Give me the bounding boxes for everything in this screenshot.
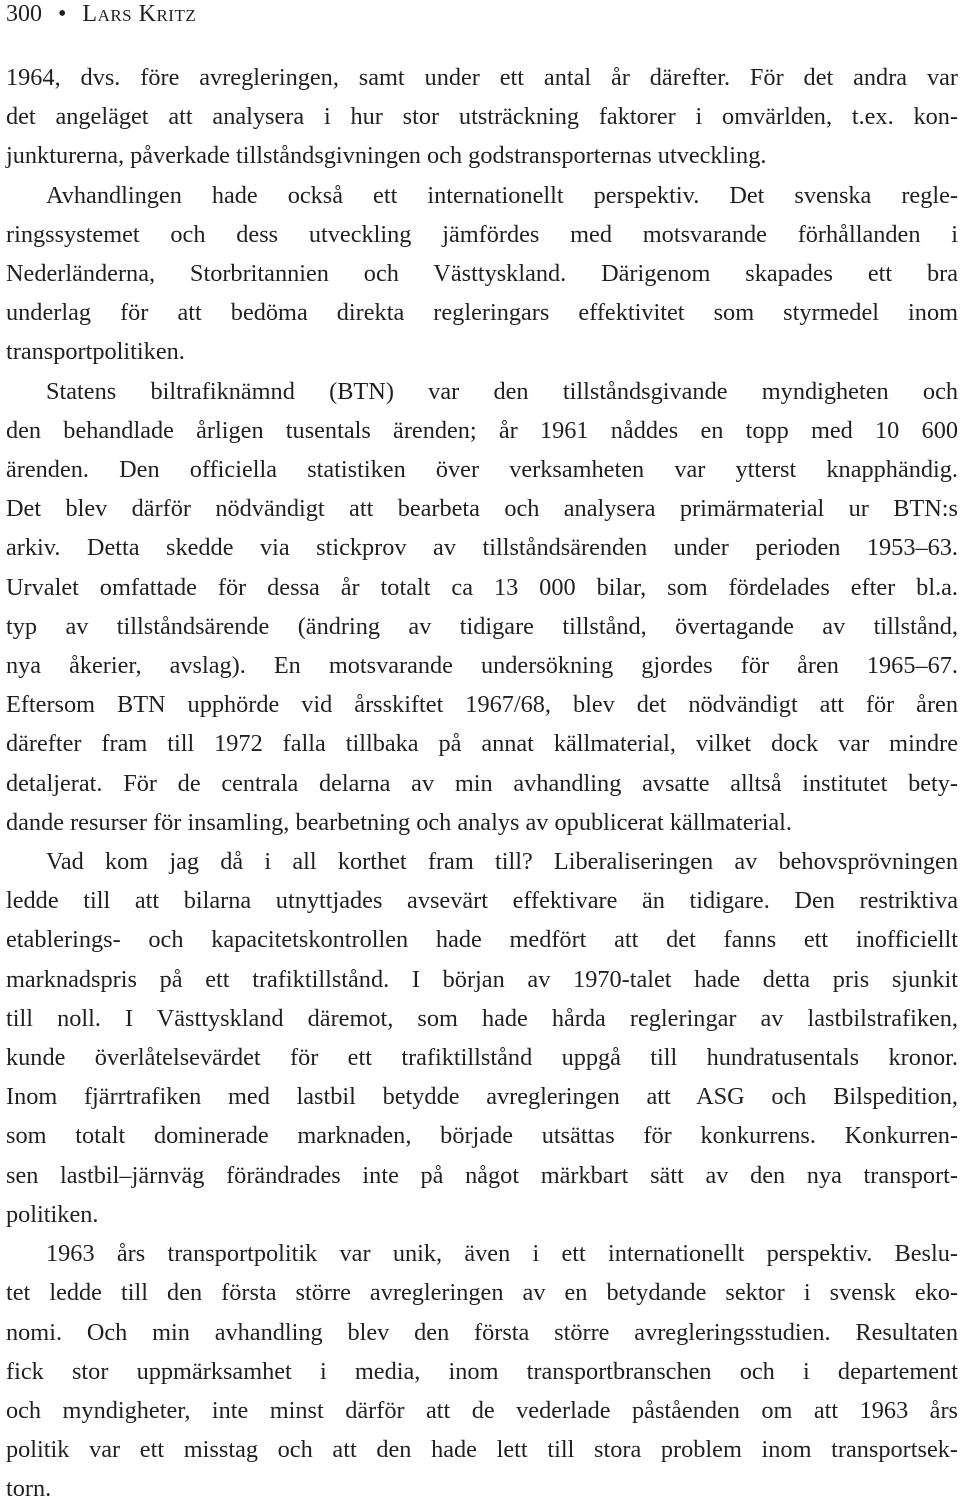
text-line: ringssystemet och dess utveckling jämfördes med motsvarande förhållanden i	[6, 220, 958, 248]
text-line: underlag för att bedöma direkta regleringars effektivitet som styrmedel inom	[6, 299, 958, 327]
running-head	[6, 0, 196, 28]
text-line: nya åkerier, avslag). En motsvarande undersökning gjordes för åren 1965–67.	[6, 652, 958, 680]
paragraph	[6, 372, 958, 842]
text-line: Statens biltrafiknämnd (BTN) var den tillståndsgivande myndigheten och	[46, 377, 958, 405]
paragraph	[6, 58, 958, 176]
text-line: till noll. I Västtyskland däremot, som hade hårda regleringar av lastbilstrafiken,	[6, 1004, 958, 1032]
text-line: sen lastbil–järnväg förändrades inte på något märkbart sätt av den nya transport-	[6, 1161, 958, 1189]
text-line: ärenden. Den officiella statistiken över verksamheten var ytterst knapphändig.	[6, 456, 958, 484]
text-line: och myndigheter, inte minst därför att de vederlade påståenden om att 1963 års	[6, 1396, 958, 1424]
text-line: detaljerat. För de centrala delarna av min avhandling avsatte alltså institutet bety-	[6, 769, 958, 797]
text-line: typ av tillståndsärende (ändring av tidigare tillstånd, övertagande av tillstånd,	[6, 612, 958, 640]
text-line: 1964, dvs. före avregleringen, samt under ett antal år därefter. För det andra var	[6, 64, 958, 91]
paragraph	[6, 176, 958, 372]
body-text	[6, 58, 958, 1509]
text-line: marknadspris på ett trafiktillstånd. I början av 1970-talet hade detta pris sjunkit	[6, 965, 958, 993]
text-line: tet ledde till den första större avregleringen av en betydande sektor i svensk eko-	[6, 1279, 958, 1307]
text-line: Avhandlingen hade också ett internationellt perspektiv. Det svenska regle-	[46, 181, 958, 209]
text-line: transportpolitiken.	[6, 338, 185, 366]
text-line: Det blev därför nödvändigt att bearbeta och analysera primärmaterial ur BTN:s	[6, 495, 958, 523]
text-line: torn.	[6, 1475, 52, 1503]
text-line: fick stor uppmärksamhet i media, inom transportbranschen och i departement	[6, 1357, 958, 1385]
text-line: arkiv. Detta skedde via stickprov av tillståndsärenden under perioden 1953–63.	[6, 534, 958, 562]
text-line: nomi. Och min avhandling blev den första större avregleringsstudien. Resultaten	[6, 1318, 958, 1346]
text-line: Nederländerna, Storbritannien och Västtyskland. Därigenom skapades ett bra	[6, 260, 958, 288]
text-line: 1963 års transportpolitik var unik, även i ett internationellt perspektiv. Beslu-	[46, 1240, 958, 1268]
text-line: ledde till att bilarna utnyttjades avsevärt effektivare än tidigare. Den restriktiva	[6, 887, 958, 915]
text-line: den behandlade årligen tusentals ärenden; år 1961 nåddes en topp med 10 600	[6, 416, 958, 444]
text-line: som totalt dominerade marknaden, började utsättas för konkurrens. Konkurren-	[6, 1122, 958, 1150]
text-line: politik var ett misstag och att den hade lett till stora problem inom transportsek-	[6, 1436, 958, 1464]
text-line: Inom fjärrtrafiken med lastbil betydde avregleringen att ASG och Bilspedition,	[6, 1083, 958, 1111]
text-line: etablerings- och kapacitetskontrollen hade medfört att det fanns ett inofficiellt	[6, 926, 958, 954]
text-line: Urvalet omfattade för dessa år totalt ca 13 000 bilar, som fördelades efter bl.a.	[6, 573, 958, 601]
header-separator: •	[58, 1, 67, 27]
text-line: politiken.	[6, 1200, 99, 1228]
text-line: junkturerna, påverkade tillståndsgivningen och godstransporternas utveckling.	[6, 142, 767, 170]
text-line: dande resurser för insamling, bearbetning och analys av opublicerat källmaterial.	[6, 808, 792, 836]
text-line: Vad kom jag då i all korthet fram till? Liberaliseringen av behovsprövningen	[46, 848, 958, 876]
page-number: 300	[6, 1, 42, 27]
paragraph	[6, 1234, 958, 1508]
text-line: därefter fram till 1972 falla tillbaka på annat källmaterial, vilket dock var mindre	[6, 730, 958, 758]
paragraph	[6, 842, 958, 1234]
text-line: kunde överlåtelsevärdet för ett trafiktillstånd uppgå till hundratusentals kronor.	[6, 1044, 958, 1072]
running-head-author: Lars Kritz	[82, 1, 197, 27]
text-line: Eftersom BTN upphörde vid årsskiftet 1967/68, blev det nödvändigt att för åren	[6, 691, 958, 719]
text-line: det angeläget att analysera i hur stor utsträckning faktorer i omvärlden, t.ex. kon-	[6, 103, 958, 131]
